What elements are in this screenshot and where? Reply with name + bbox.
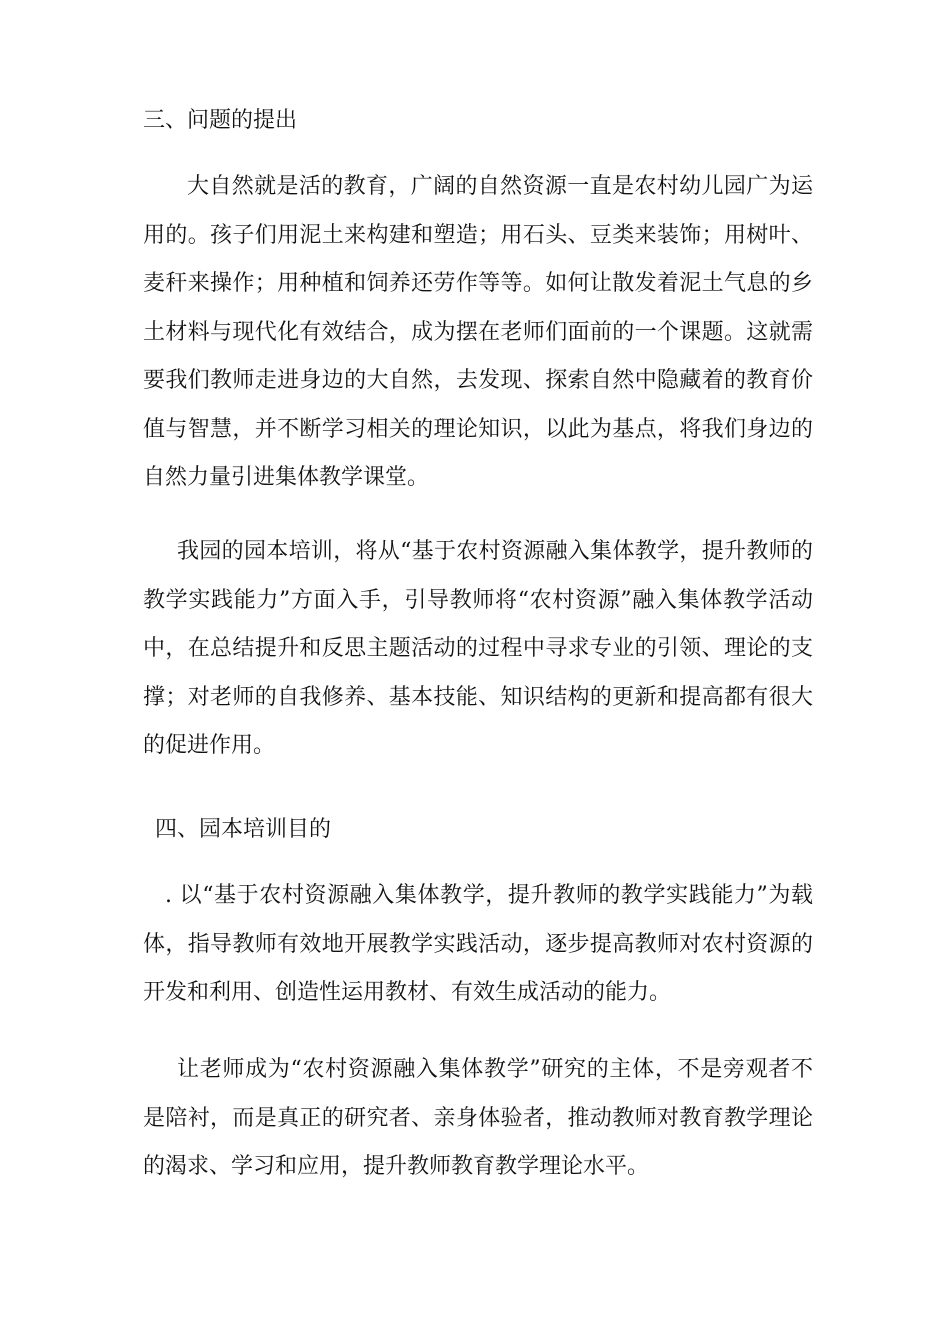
section-heading-training-goals: 四、园本培训目的 [155, 817, 332, 842]
paragraph-goal-one: . 以“基于农村资源融入集体教学，提升教师的教学实践能力”为载体，指导教师有效地开展教学实践活动，逐步提高教师对农村资源的开发和利用、创造性运用教材、有效生成活动的能力。 [143, 883, 813, 1005]
paragraph-nature-education: 大自然就是活的教育，广阔的自然资源一直是农村幼儿园广为运用的。孩子们用泥土来构建和塑造；用石头、豆类来装饰；用树叶、麦秆来操作；用种植和饲养还劳作等等。如何让散发着泥土气息的乡土材料与现代化有效结合，成为摆在老师们面前的一个课题。这就需要我们教师走进身边的大自然，去发现、探索自然中隐藏着的教育价值与智慧，并不断学习相关的理论知识，以此为基点，将我们身边的自然力量引进集体教学课堂。 [143, 174, 813, 490]
paragraph-goal-two: 让老师成为“农村资源融入集体教学”研究的主体，不是旁观者不是陪衬，而是真正的研究者、亲身体验者，推动教师对教育教学理论的渴求、学习和应用，提升教师教育教学理论水平。 [143, 1057, 813, 1179]
paragraph-garden-training: 我园的园本培训，将从“基于农村资源融入集体教学，提升教师的教学实践能力”方面入手，引导教师将“农村资源”融入集体教学活动中，在总结提升和反思主题活动的过程中寻求专业的引领、理论的支撑；对老师的自我修养、基本技能、知识结构的更新和提高都有很大的促进作用。 [143, 539, 813, 758]
section-heading-problem: 三、问题的提出 [143, 108, 298, 133]
